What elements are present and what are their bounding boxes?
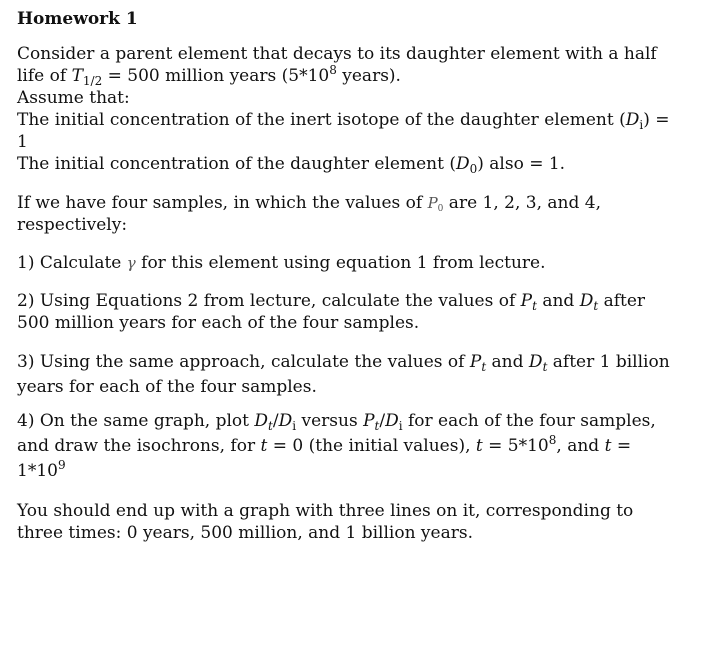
samples-line-2: respectively: <box>17 215 128 235</box>
samples-paragraph <box>17 192 687 236</box>
samples-line-1: If we have four samples, in which the values of P0 are 1, 2, 3, and 4, <box>17 193 601 214</box>
intro-line-2: life of $T_{1/2} = 500$ million years ($5*10^8$ years). <box>17 63 401 88</box>
intro-line-1: Consider a parent element that decays to its daughter element with a half <box>17 44 657 64</box>
question-4: 4) On the same graph, plot $D_t/D_i$ versus $P_t/D_i$ for each of the four samples, and draw the isochrons, for t = 0 (the initial values), $t = 5*10^8$, and t = $1*10^9$ <box>17 411 656 481</box>
p0-symbol: P <box>427 194 438 212</box>
inert-concentration-value: 1 <box>17 132 28 152</box>
gamma-symbol: γ <box>126 254 136 272</box>
assume-line: Assume that: <box>17 88 130 108</box>
half-life-symbol: T <box>71 66 83 86</box>
daughter-concentration-line: The initial concentration of the daughter element $(D_0)$ also = 1. <box>17 154 566 176</box>
question-2: 2) Using Equations 2 from lecture, calculate the values of $P_t$ and $D_t$ after 500 million years for each of the four samples. <box>17 291 646 333</box>
intro-paragraph <box>17 43 687 175</box>
inert-concentration-line: The initial concentration of the inert isotope of the daughter element $(D_i)$ = <box>17 110 670 132</box>
question-1: 1) Calculate γ for this element using equation 1 from lecture. <box>17 253 546 273</box>
page-title: Homework 1 <box>17 9 138 29</box>
homework-document <box>17 8 687 544</box>
closing-paragraph: You should end up with a graph with three lines on it, corresponding to three times: 0 years, 500 million, and 1 billion years. <box>17 501 634 543</box>
question-3: 3) Using the same approach, calculate the values of $P_t$ and $D_t$ after 1 billion years for each of the four samples. <box>17 352 670 397</box>
